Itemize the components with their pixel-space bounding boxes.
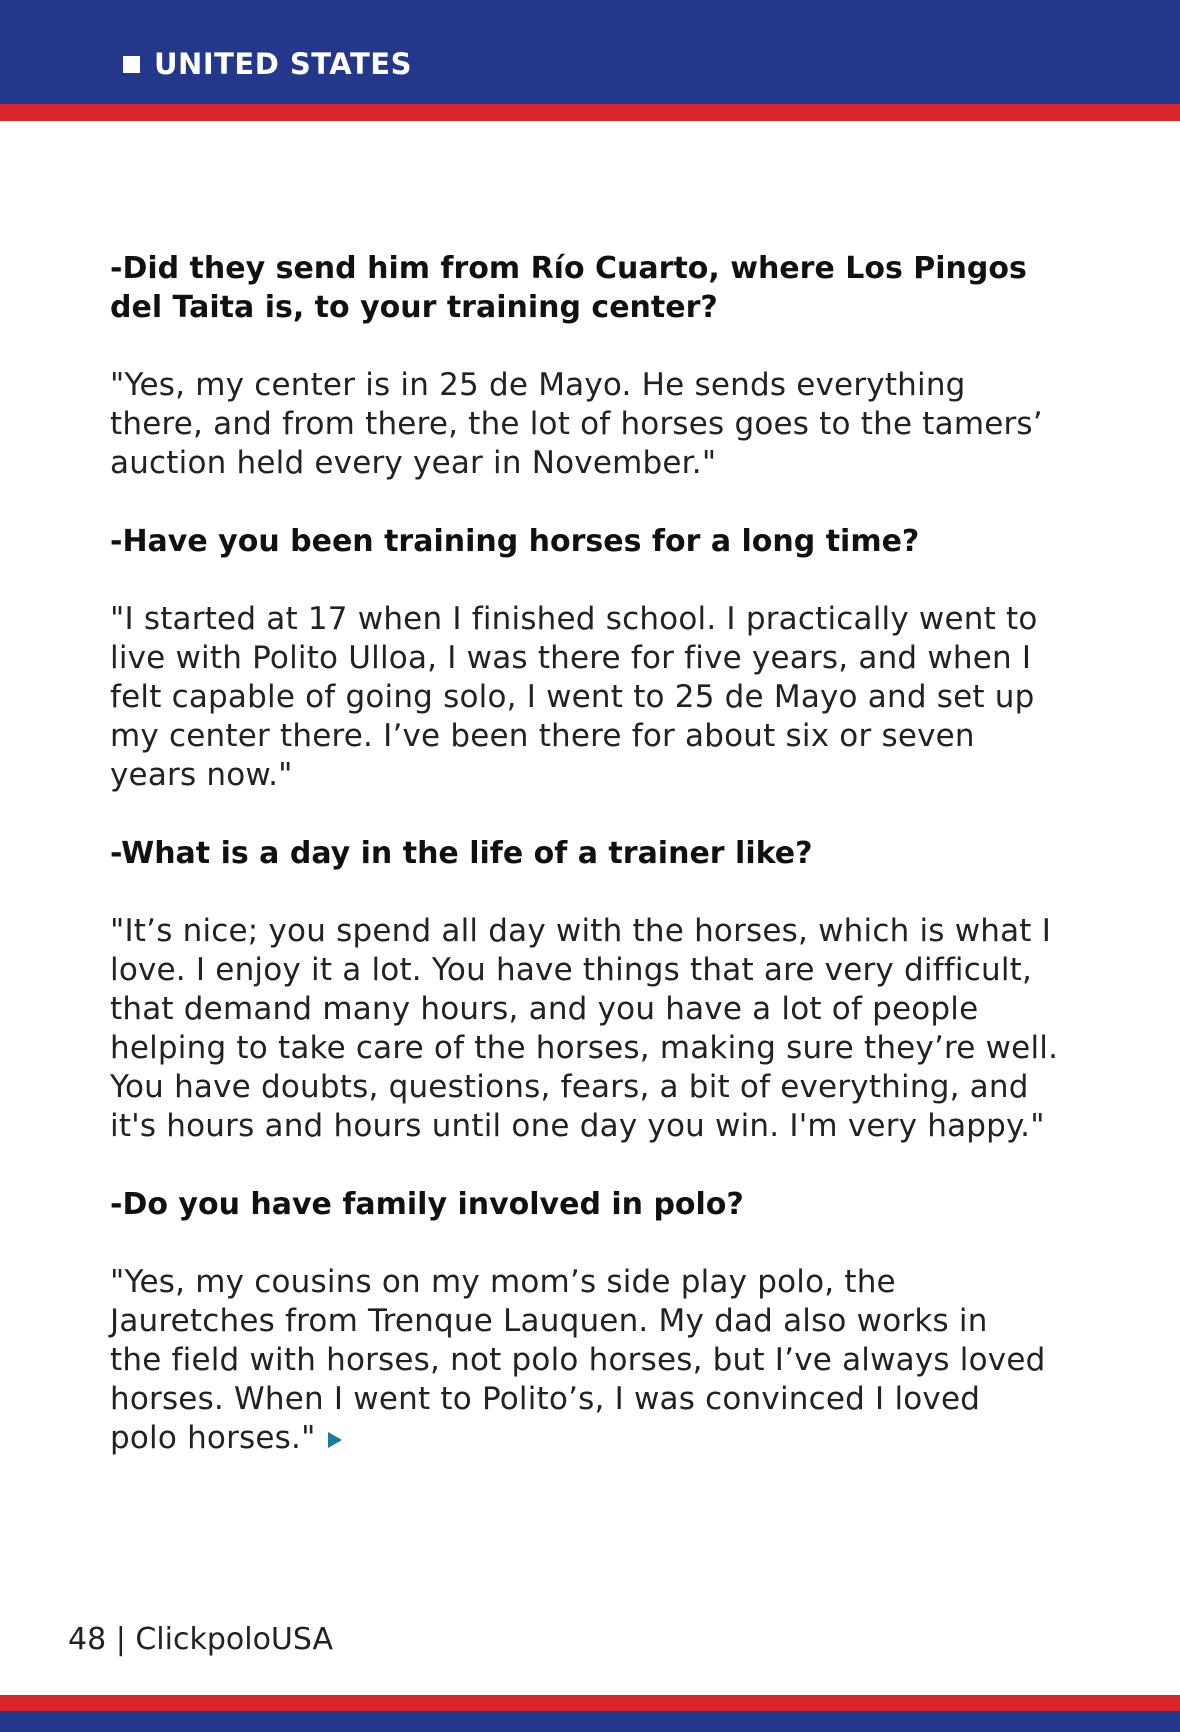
question <box>110 834 1070 873</box>
answer-line: You have doubts, questions, fears, a bit of everything, and <box>110 1069 1029 1105</box>
qa-block-1 <box>110 249 1070 483</box>
section-title: UNITED STATES <box>154 47 412 81</box>
answer-line: live with Polito Ulloa, I was there for five years, and when I <box>110 640 1032 676</box>
answer-line: auction held every year in November." <box>110 445 717 481</box>
answer-line: the field with horses, not polo horses, but I’ve always loved <box>110 1342 1046 1378</box>
answer-last-line <box>110 1419 1070 1458</box>
answer-line: there, and from there, the lot of horses goes to the tamers’ <box>110 406 1043 442</box>
interview-body <box>110 249 1070 1497</box>
question-line: -Do you have family involved in polo? <box>110 1187 744 1222</box>
question <box>110 522 1070 561</box>
answer-line: Jauretches from Trenque Lauquen. My dad also works in <box>110 1303 988 1339</box>
section-label <box>123 47 412 81</box>
footer-stripe <box>0 1695 1180 1711</box>
answer-line: "I started at 17 when I finished school. I practically went to <box>110 601 1038 637</box>
answer-line: "It’s nice; you spend all day with the horses, which is what I <box>110 913 1052 949</box>
answer-line: years now." <box>110 757 293 793</box>
answer-line: my center there. I’ve been there for about six or seven <box>110 718 975 754</box>
question-line: del Taita is, to your training center? <box>110 290 718 325</box>
answer <box>110 1263 1070 1458</box>
answer-line: helping to take care of the horses, making sure they’re well. <box>110 1030 1059 1066</box>
footer-bar <box>0 1711 1180 1732</box>
answer <box>110 366 1070 483</box>
triangle-right-icon <box>328 1432 342 1448</box>
answer-line: that demand many hours, and you have a lot of people <box>110 991 979 1027</box>
answer-line: "Yes, my cousins on my mom’s side play polo, the <box>110 1264 896 1300</box>
answer <box>110 600 1070 795</box>
qa-block-3 <box>110 834 1070 1146</box>
answer-line: "Yes, my center is in 25 de Mayo. He sends everything <box>110 367 966 403</box>
answer <box>110 912 1070 1146</box>
question <box>110 249 1070 327</box>
question-line: -What is a day in the life of a trainer like? <box>110 836 813 871</box>
answer-line: love. I enjoy it a lot. You have things that are very difficult, <box>110 952 1033 988</box>
question <box>110 1185 1070 1224</box>
answer-line: it's hours and hours until one day you win. I'm very happy." <box>110 1108 1045 1144</box>
answer-line: horses. When I went to Polito’s, I was convinced I loved <box>110 1381 981 1417</box>
question-line: -Did they send him from Río Cuarto, where Los Pingos <box>110 251 1027 286</box>
question-line: -Have you been training horses for a long time? <box>110 524 920 559</box>
square-bullet-icon <box>123 56 140 73</box>
answer-line: felt capable of going solo, I went to 25 de Mayo and set up <box>110 679 1035 715</box>
qa-block-2 <box>110 522 1070 795</box>
qa-block-4 <box>110 1185 1070 1458</box>
answer-line: polo horses." <box>110 1420 316 1456</box>
page-footer-label: 48 | ClickpoloUSA <box>68 1622 334 1657</box>
header-stripe <box>0 104 1180 121</box>
